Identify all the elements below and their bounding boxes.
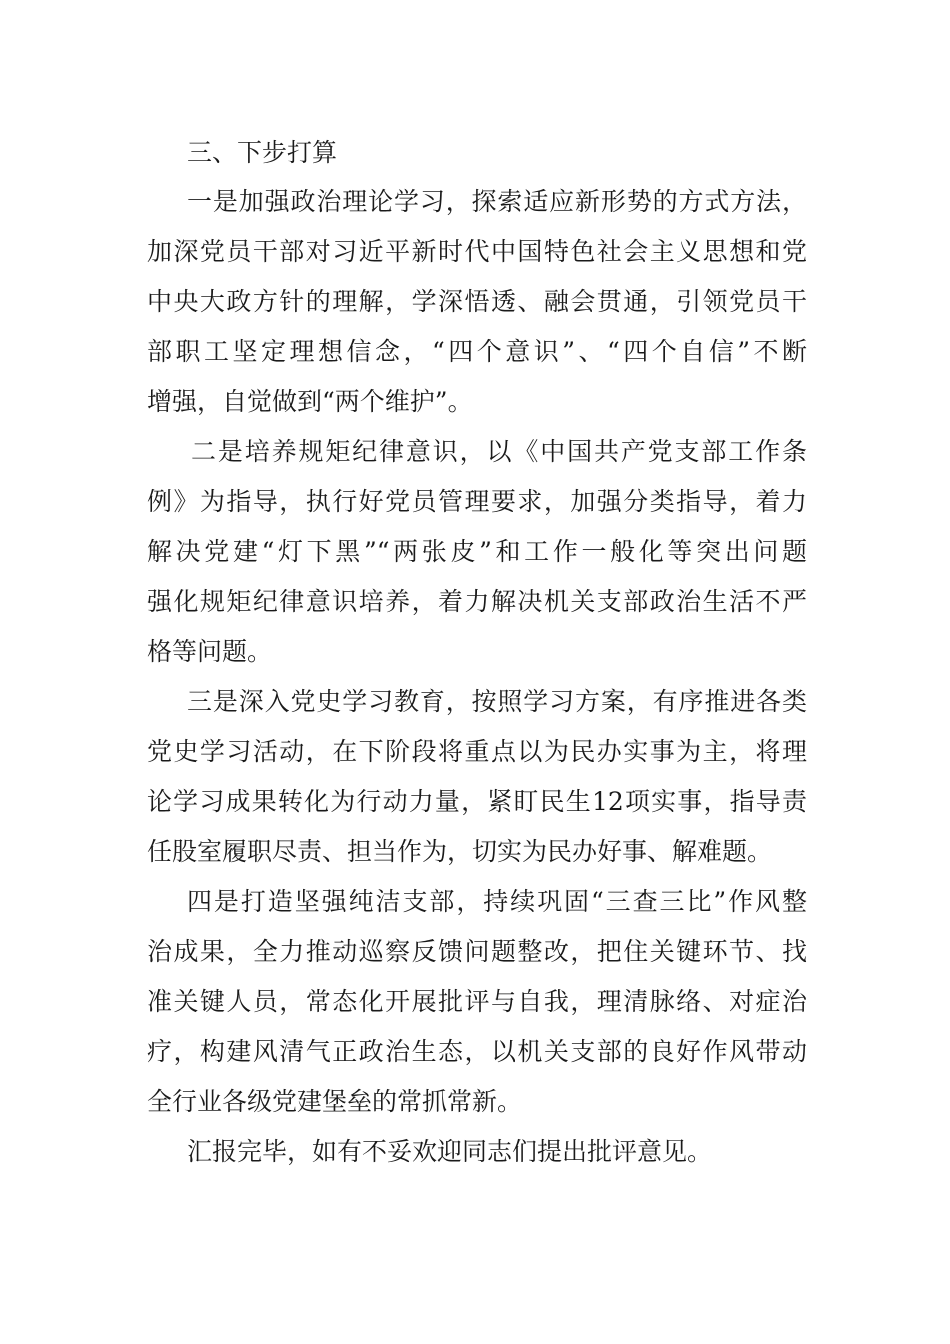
paragraph-3-line-2: 党史学习活动，在下阶段将重点以为民办实事为主，将理 — [147, 737, 807, 766]
paragraph-1-line-4: 部职工坚定理想信念，“四个意识”、“四个自信”不断 — [147, 337, 807, 366]
closing-statement: 汇报完毕，如有不妥欢迎同志们提出批评意见。 — [187, 1137, 713, 1166]
paragraph-3-line-3: 论学习成果转化为行动力量，紧盯民生12项实事，指导责 — [147, 787, 807, 816]
paragraph-4-line-2: 治成果，全力推动巡察反馈问题整改，把住关键环节、找 — [147, 937, 807, 966]
paragraph-1-line-1: 一是加强政治理论学习，探索适应新形势的方式方法， — [187, 187, 807, 216]
paragraph-4-line-4: 疗，构建风清气正政治生态，以机关支部的良好作风带动 — [147, 1037, 807, 1066]
paragraph-2-line-2: 例》为指导，执行好党员管理要求，加强分类指导，着力 — [147, 487, 807, 516]
paragraph-1-line-2: 加深党员干部对习近平新时代中国特色社会主义思想和党 — [147, 237, 807, 266]
paragraph-2-line-4: 强化规矩纪律意识培养，着力解决机关支部政治生活不严 — [147, 587, 807, 616]
paragraph-4-line-5: 全行业各级党建堡垒的常抓常新。 — [147, 1087, 523, 1116]
paragraph-1-line-3: 中央大政方针的理解，学深悟透、融会贯通，引领党员干 — [147, 287, 807, 316]
paragraph-3-line-4: 任股室履职尽责、担当作为，切实为民办好事、解难题。 — [147, 837, 773, 866]
paragraph-4-line-1: 四是打造坚强纯洁支部，持续巩固“三查三比”作风整 — [187, 887, 807, 916]
paragraph-2-line-1: 二是培养规矩纪律意识，以《中国共产党支部工作条 — [191, 437, 807, 466]
paragraph-4-line-3: 准关键人员，常态化开展批评与自我，理清脉络、对症治 — [147, 987, 807, 1016]
paragraph-2-line-3: 解决党建“灯下黑”“两张皮”和工作一般化等突出问题 — [147, 537, 807, 566]
paragraph-1-line-5: 增强，自觉做到“两个维护”。 — [147, 387, 473, 416]
paragraph-3-line-1: 三是深入党史学习教育，按照学习方案，有序推进各类 — [187, 687, 807, 716]
paragraph-2-line-5: 格等问题。 — [147, 637, 273, 666]
section-heading: 三、下步打算 — [187, 138, 338, 167]
